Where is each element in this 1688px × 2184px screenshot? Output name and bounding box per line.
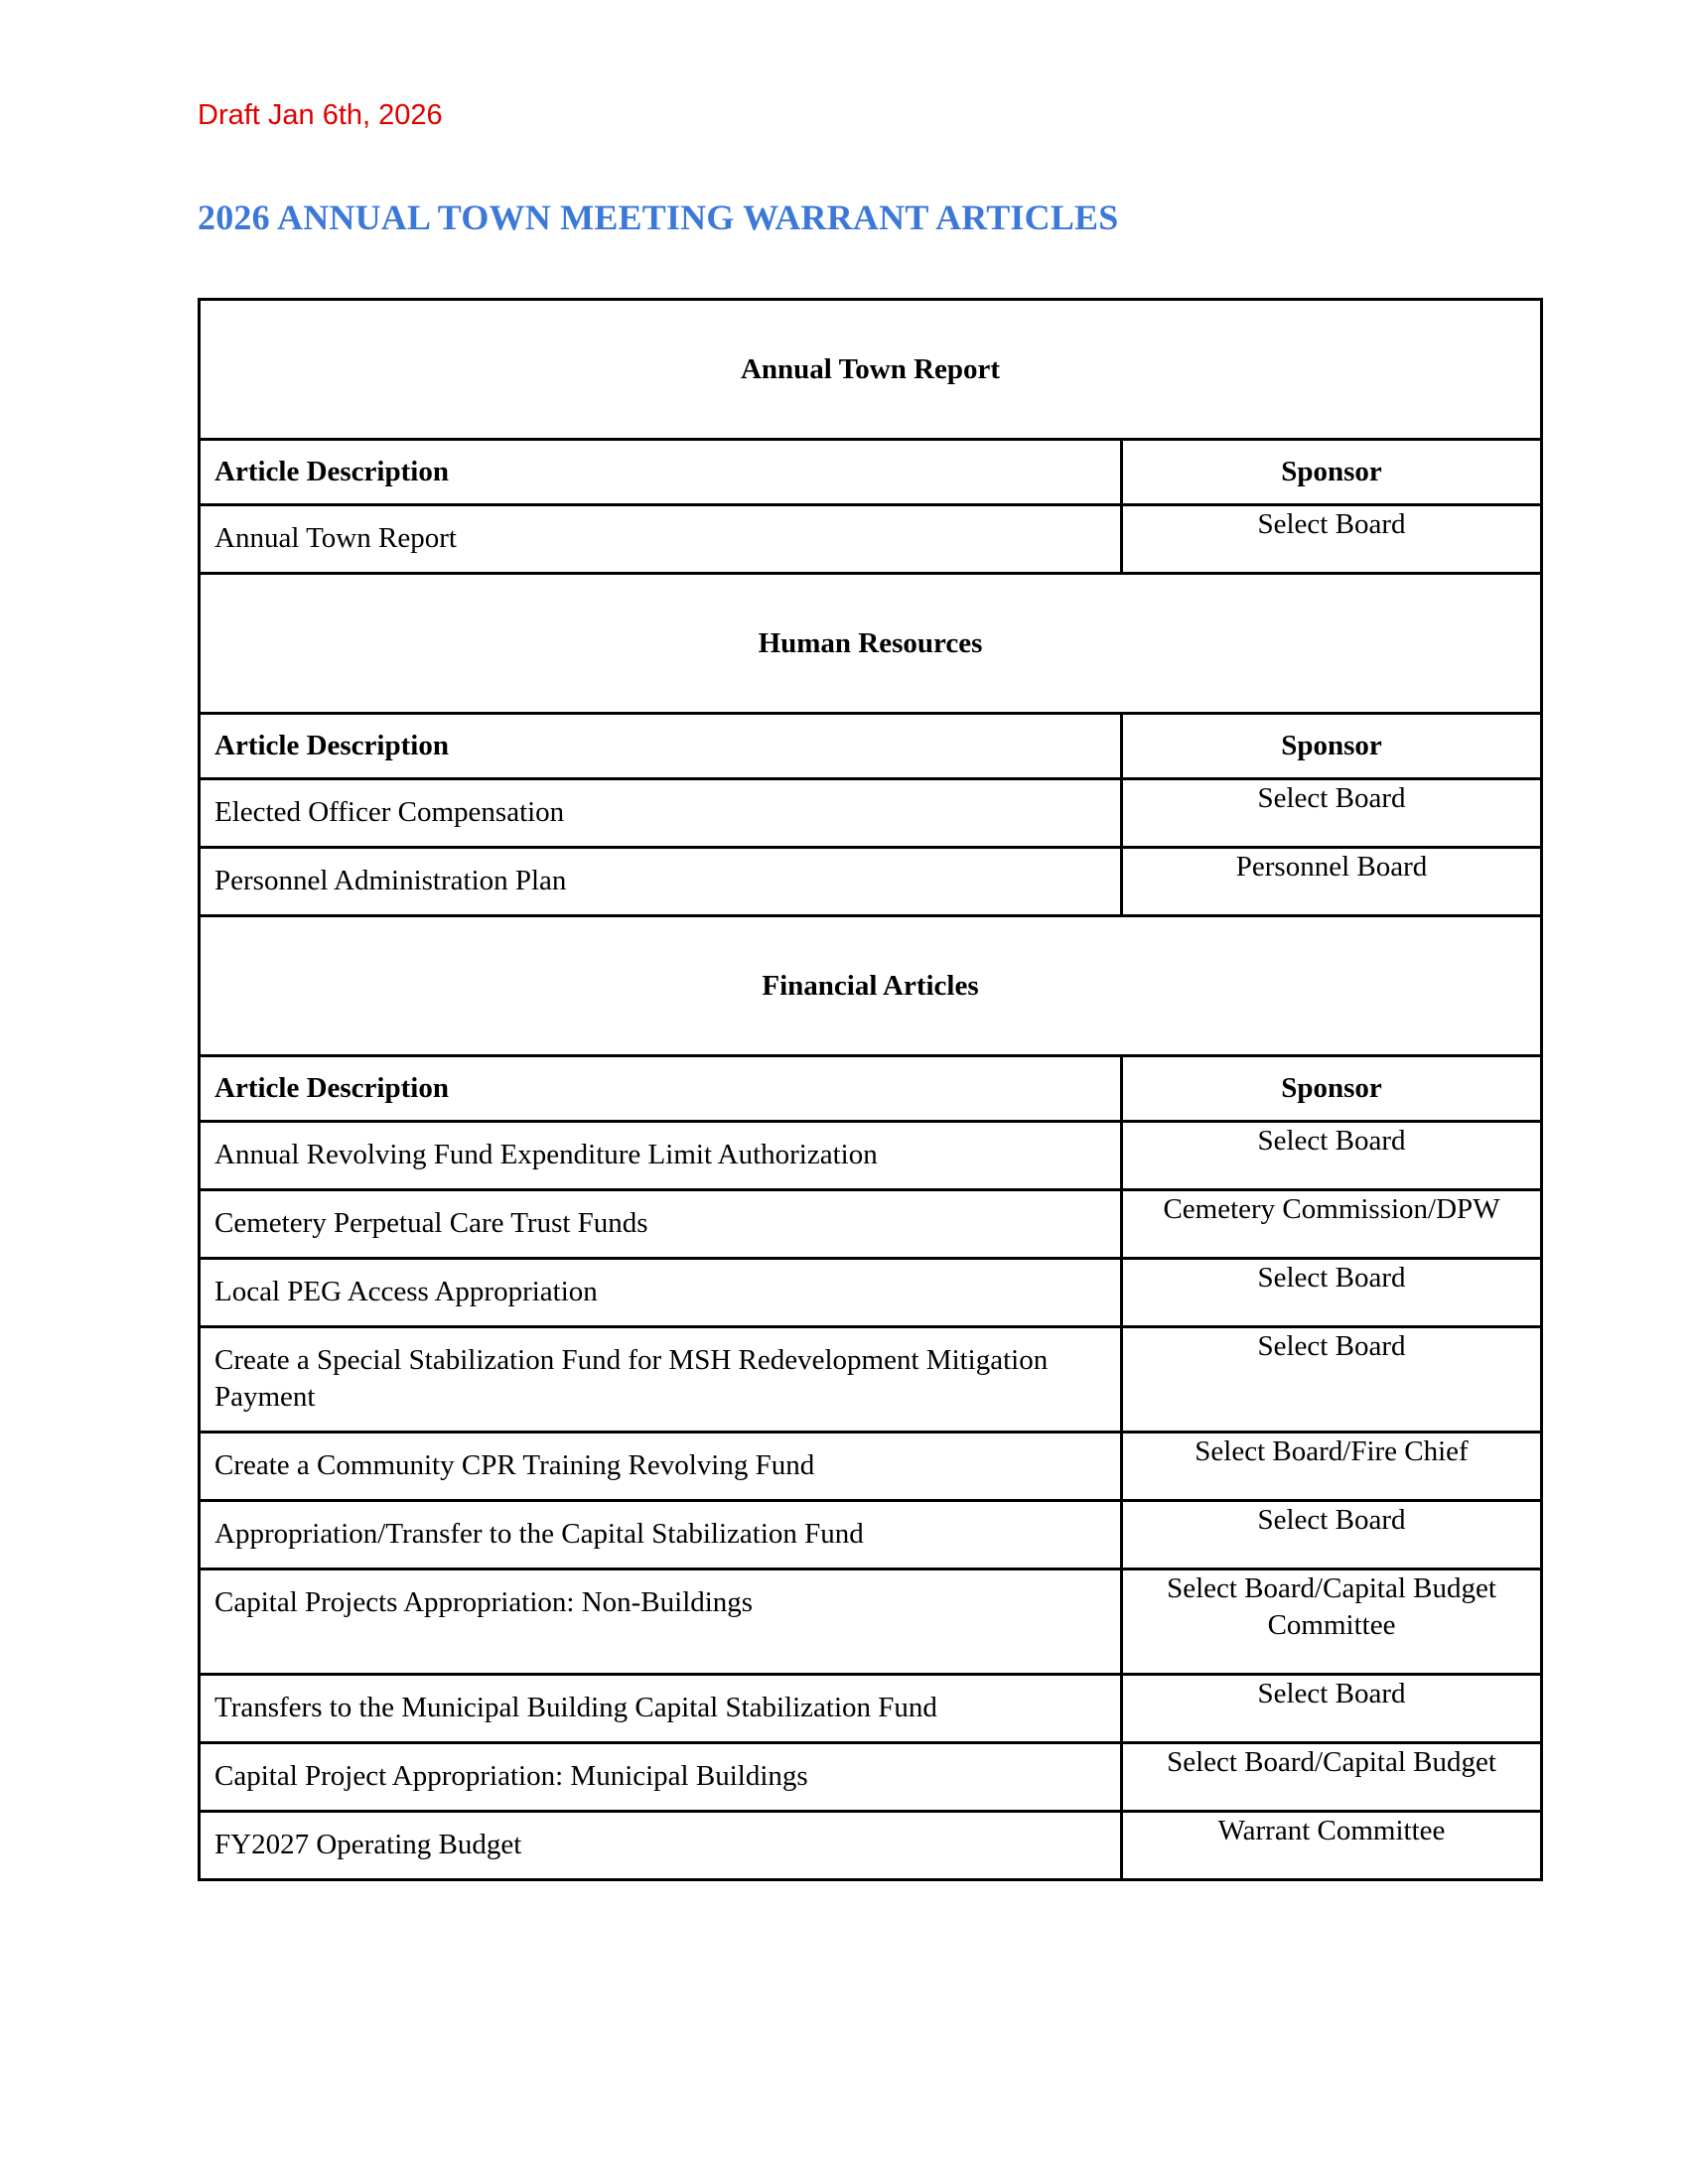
article-description: Appropriation/Transfer to the Capital Stabilization Fund [200, 1501, 1122, 1570]
table-row [200, 1570, 1542, 1675]
article-description: Create a Community CPR Training Revolving Fund [200, 1433, 1122, 1501]
table-row [200, 1812, 1542, 1880]
article-sponsor: Select Board/Capital Budget [1122, 1743, 1542, 1812]
article-sponsor: Select Board/Capital Budget Committee [1122, 1570, 1542, 1675]
article-sponsor: Warrant Committee [1122, 1812, 1542, 1880]
document-title: 2026 ANNUAL TOWN MEETING WARRANT ARTICLES [198, 198, 1119, 237]
article-sponsor: Select Board [1122, 1122, 1542, 1190]
article-description: Local PEG Access Appropriation [200, 1259, 1122, 1327]
table-row [200, 1433, 1542, 1501]
section-title: Financial Articles [200, 916, 1542, 1056]
article-description: Transfers to the Municipal Building Capital Stabilization Fund [200, 1675, 1122, 1743]
table-row [200, 848, 1542, 916]
article-sponsor: Select Board [1122, 1259, 1542, 1327]
column-header-sponsor: Sponsor [1122, 1056, 1542, 1122]
column-header-description: Article Description [200, 440, 1122, 505]
article-description: Annual Town Report [200, 505, 1122, 574]
article-sponsor: Personnel Board [1122, 848, 1542, 916]
table-row [200, 1501, 1542, 1570]
article-sponsor: Select Board/Fire Chief [1122, 1433, 1542, 1501]
table-row [200, 1743, 1542, 1812]
article-sponsor: Cemetery Commission/DPW [1122, 1190, 1542, 1259]
table-row [200, 779, 1542, 848]
column-header-sponsor: Sponsor [1122, 440, 1542, 505]
column-header-row [200, 440, 1542, 505]
section-header-row [200, 916, 1542, 1056]
article-description: Capital Project Appropriation: Municipal Buildings [200, 1743, 1122, 1812]
column-header-sponsor: Sponsor [1122, 714, 1542, 779]
article-sponsor: Select Board [1122, 505, 1542, 574]
section-title: Human Resources [200, 574, 1542, 714]
warrant-articles-table [198, 298, 1543, 1881]
article-sponsor: Select Board [1122, 779, 1542, 848]
article-description: Annual Revolving Fund Expenditure Limit Authorization [200, 1122, 1122, 1190]
article-sponsor: Select Board [1122, 1327, 1542, 1433]
section-header-row [200, 574, 1542, 714]
draft-date-label: Draft Jan 6th, 2026 [198, 99, 443, 131]
table-row [200, 1675, 1542, 1743]
table-row [200, 1190, 1542, 1259]
article-description: Personnel Administration Plan [200, 848, 1122, 916]
article-description: Elected Officer Compensation [200, 779, 1122, 848]
column-header-row [200, 714, 1542, 779]
table-row [200, 1122, 1542, 1190]
column-header-description: Article Description [200, 714, 1122, 779]
article-sponsor: Select Board [1122, 1501, 1542, 1570]
article-description: Cemetery Perpetual Care Trust Funds [200, 1190, 1122, 1259]
article-description: Create a Special Stabilization Fund for MSH Redevelopment Mitigation Payment [200, 1327, 1122, 1433]
section-header-row [200, 300, 1542, 440]
article-sponsor: Select Board [1122, 1675, 1542, 1743]
section-title: Annual Town Report [200, 300, 1542, 440]
article-description: FY2027 Operating Budget [200, 1812, 1122, 1880]
article-description: Capital Projects Appropriation: Non-Buildings [200, 1570, 1122, 1675]
table-row [200, 505, 1542, 574]
table-row [200, 1327, 1542, 1433]
table-row [200, 1259, 1542, 1327]
column-header-row [200, 1056, 1542, 1122]
column-header-description: Article Description [200, 1056, 1122, 1122]
